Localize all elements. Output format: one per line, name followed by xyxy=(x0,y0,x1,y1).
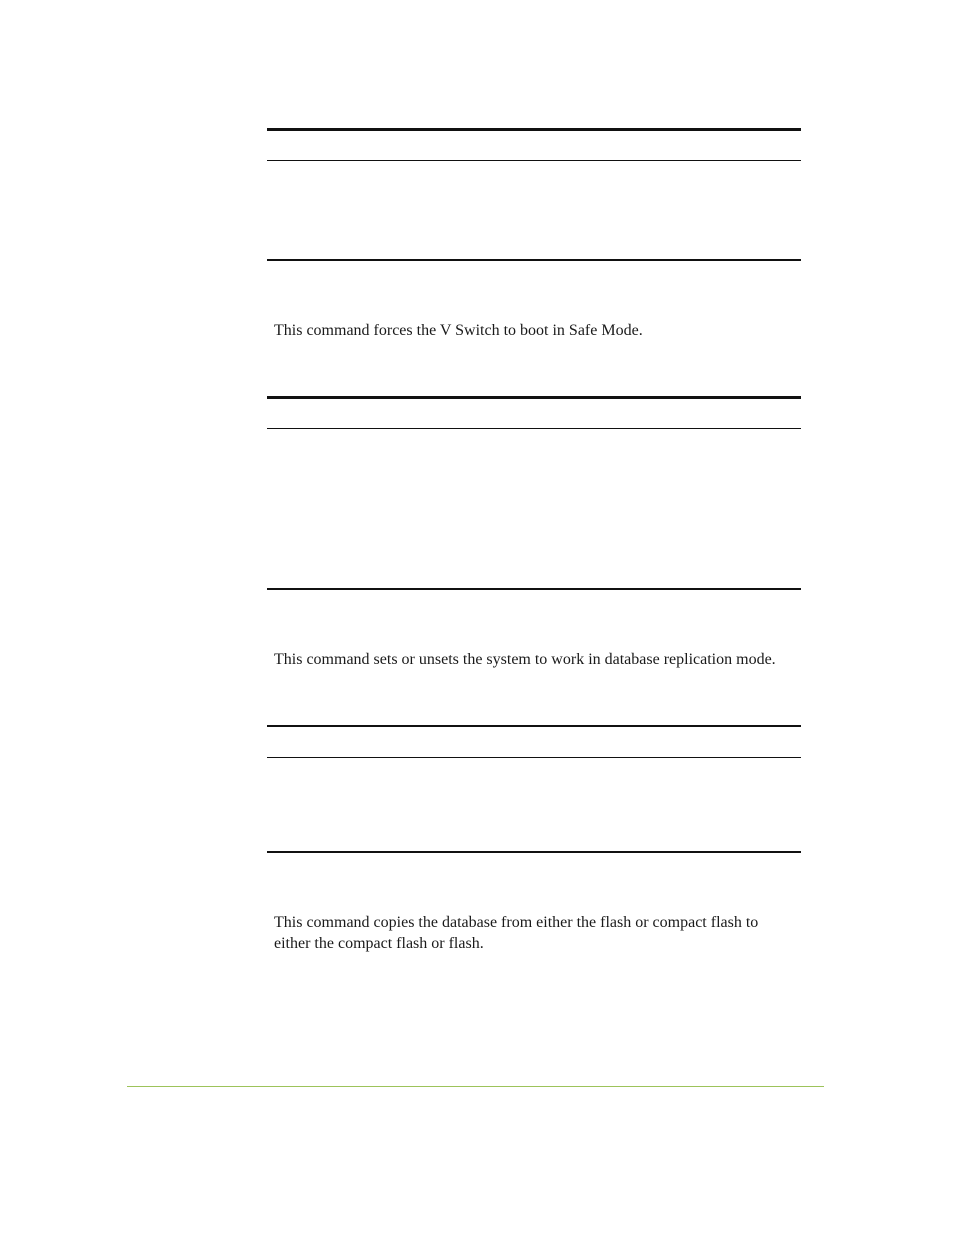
section-2-table-top-rule xyxy=(267,396,801,399)
footer-rule xyxy=(127,1086,824,1087)
section-2-description-line-1: This command sets or unsets the system to work in database replication mode. xyxy=(274,651,776,668)
section-2-description xyxy=(274,649,776,670)
section-2-table-bottom-rule xyxy=(267,588,801,590)
section-3-table-top-rule xyxy=(267,725,801,727)
section-3-table-header-rule xyxy=(267,757,801,758)
section-3-description-line-1: This command copies the database from either the flash or compact flash to xyxy=(274,914,759,931)
section-1-table-top-rule xyxy=(267,128,801,131)
section-1-description xyxy=(274,320,643,341)
section-3-table-bottom-rule xyxy=(267,851,801,853)
section-1-table-bottom-rule xyxy=(267,259,801,261)
section-2-table-header-rule xyxy=(267,428,801,429)
section-1-description-line-1: This command forces the V Switch to boot in Safe Mode. xyxy=(274,322,643,339)
section-3-description xyxy=(274,912,758,954)
section-1-table-header-rule xyxy=(267,160,801,161)
section-3-description-line-2: either the compact flash or flash. xyxy=(274,935,484,952)
